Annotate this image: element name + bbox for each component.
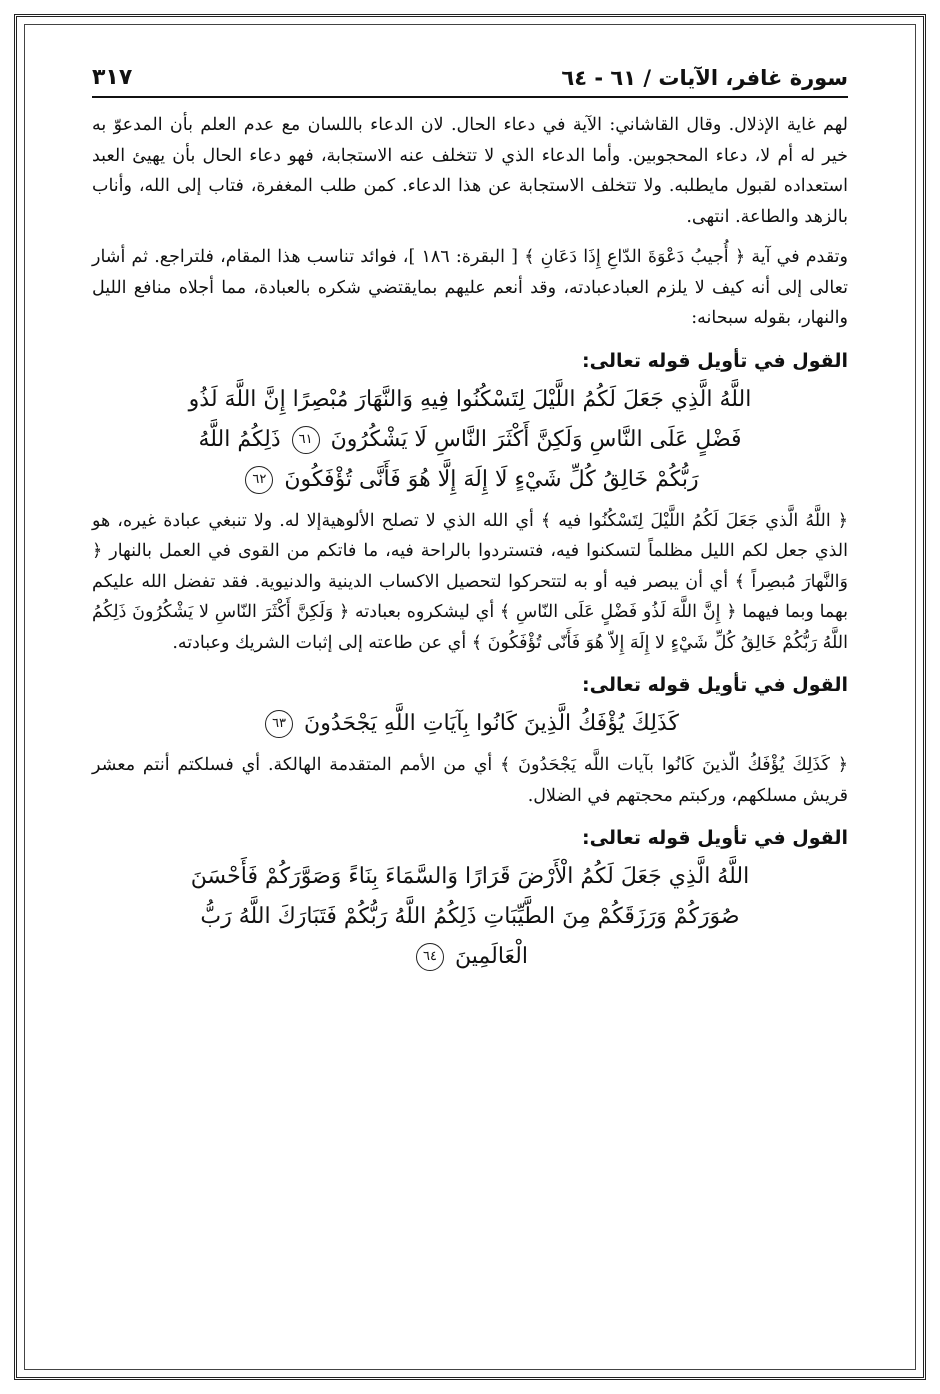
quran-verse-64 xyxy=(92,857,848,977)
verse-line: فَضْلٍ عَلَى النَّاسِ وَلَكِنَّ أَكْثَرَ النَّاسِ لَا يَشْكُرُونَ ٦١ ذَلِكُمُ اللَّهُ xyxy=(198,426,742,452)
section-heading-2: القول في تأويل قوله تعالى: xyxy=(582,674,848,696)
ayah-marker-64: ٦٤ xyxy=(416,943,444,971)
ayah-marker-62: ٦٢ xyxy=(245,466,273,494)
quran-verse-61-62 xyxy=(92,380,848,500)
paragraph-3: ﴿ اللَّهُ الَّذي جَعَلَ لَكُمُ اللَّيْلَ لِتَسْكُنُوا فيه ﴾ أي الله الذي لا تصلح الألوهيةإلا له. ولا تنبغي عبادة غيره، هو الذي جعل لكم الليل مظلماً لتسكنوا فيه، فتستردوا بالراحة فيه، ما فاتكم من القوى في العمل بالنهار ﴿ وَالنَّهارَ مُبصِراً ﴾ أي أن يبصر فيه أو به لتتحركوا لتحصيل الاكساب الدينية والدنيوية. فقد تفضل الله عليكم بهما وبما فيهما ﴿ إِنَّ اللَّهَ لَذُو فَضْلٍ عَلَى النّاسِ ﴾ أي ليشكروه بعبادته ﴿ وَلَكِنَّ أَكْثَرَ النّاسِ لا يَشْكُرُونَ ذَلِكُمُ اللَّهُ رَبُّكُمْ خَالِقُ كُلِّ شَيْءٍ لا إِلَهَ إِلاّ هُوَ فَأَنّى تُؤْفَكُونَ ﴾ أي عن طاعته إلى إثبات الشريك وعبادته. xyxy=(92,510,848,653)
quran-verse-63: كَذَلِكَ يُؤْفَكُ الَّذِينَ كَانُوا بِآيَاتِ اللَّهِ يَجْحَدُونَ ٦٣ xyxy=(92,704,848,744)
book-page xyxy=(92,60,848,1360)
verse-line: رَبُّكُمْ خَالِقُ كُلِّ شَيْءٍ لَا إِلَهَ إِلَّا هُوَ فَأَنَّى تُؤْفَكُونَ ٦٢ xyxy=(92,460,848,500)
paragraph-4: ﴿ كَذَلِكَ يُؤْفَكُ الّذينَ كَانُوا بآيات اللَّه يَجْحَدُونَ ﴾ أي من الأمم المتقدمة الهالكة. أي فسلكتم أنتم معشر قريش مسلكهم، وركبتم محجتهم في الضلال. xyxy=(92,755,848,806)
paragraph-1: لهم غاية الإذلال. وقال القاشاني: الآية في دعاء الحال. لان الدعاء باللسان مع عدم العلم بأن المدعوّ به خير له أم لا، دعاء المحجوبين. وأما الدعاء الذي لا تتخلف عنه الاستجابة، فهو دعاء الحال بأن يهيئ العبد استعداده لقبول مايطلبه. ولا تتخلف الاستجابة عن هذا الدعاء. كمن طلب المغفرة، فتاب إلى الله، وأناب بالزهد والطاعة. انتهى. xyxy=(92,115,848,227)
ayah-marker-61: ٦١ xyxy=(292,426,320,454)
verse-line: صُوَرَكُمْ وَرَزَقَكُمْ مِنَ الطَّيِّبَاتِ ذَلِكُمُ اللَّهُ رَبُّكُمْ فَتَبَارَكَ اللَّهُ رَبُّ xyxy=(200,904,740,929)
ayah-marker-63: ٦٣ xyxy=(265,710,293,738)
page-header xyxy=(92,60,848,98)
page-number: ٣١٧ xyxy=(92,65,133,90)
paragraph-2: وتقدم في آية ﴿ أُجيبُ دَعْوَةَ الدّاعِ إِذَا دَعَانِ ﴾ [ البقرة: ١٨٦ ]، فوائد تناسب هذا المقام، فلتراجع. ثم أشار تعالى إلى أنه كيف لا يلزم العبادعبادته، وقد أنعم عليهم بمايقتضي شكره بالعبادة، مما أجلاه منافع الليل والنهار، بقوله سبحانه: xyxy=(92,247,848,328)
verse-line: الْعَالَمِينَ ٦٤ xyxy=(92,937,848,977)
section-heading-3: القول في تأويل قوله تعالى: xyxy=(582,827,848,849)
section-heading-1: القول في تأويل قوله تعالى: xyxy=(582,349,848,372)
surah-title: سورة غافر، الآيات / ٦١ - ٦٤ xyxy=(561,66,848,90)
verse-line: اللَّهُ الَّذِي جَعَلَ لَكُمُ اللَّيْلَ لِتَسْكُنُوا فِيهِ وَالنَّهَارَ مُبْصِرًا إِنَّ اللَّهَ لَذُو xyxy=(188,386,752,412)
verse-line: اللَّهُ الَّذِي جَعَلَ لَكُمُ الْأَرْضَ قَرَارًا وَالسَّمَاءَ بِنَاءً وَصَوَّرَكُمْ فَأَحْسَنَ xyxy=(190,864,750,889)
